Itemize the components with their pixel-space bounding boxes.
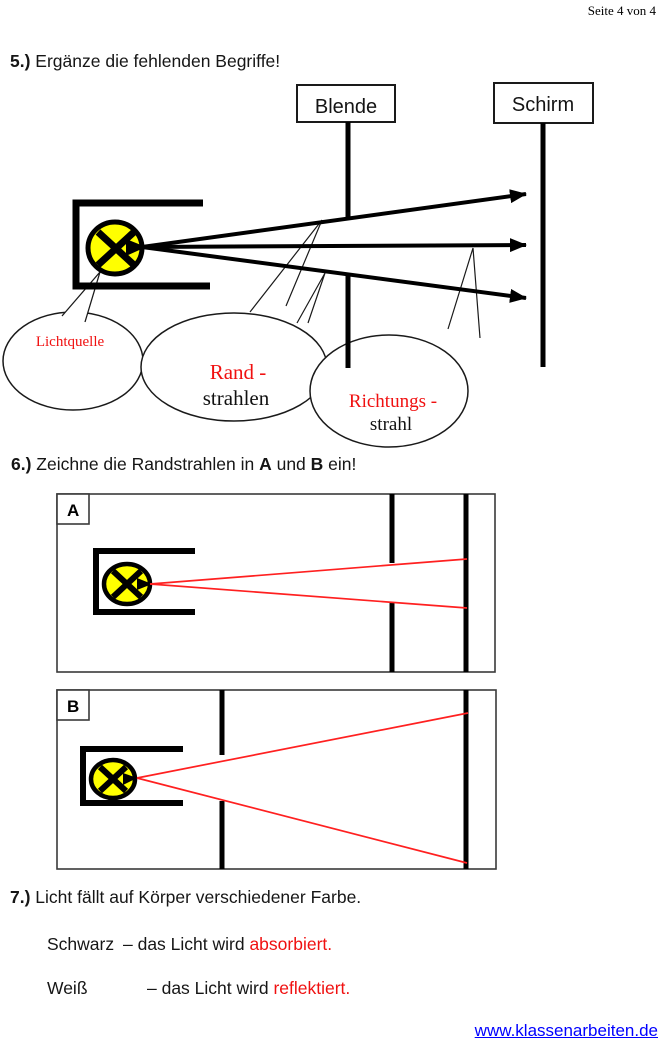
blende-label: Blende bbox=[314, 96, 378, 118]
question-6-ref-a: A bbox=[259, 454, 272, 474]
bubble-lichtquelle-label: Lichtquelle bbox=[35, 334, 105, 350]
question-6-text-1: Zeichne die Randstrahlen in bbox=[31, 454, 260, 474]
bubble-tail bbox=[297, 273, 325, 323]
question-7-number: 7.) bbox=[10, 887, 31, 907]
q5-ray-diagram bbox=[0, 80, 664, 452]
q7-color-word: Schwarz bbox=[47, 934, 115, 954]
q7-answer-reflektiert: reflektiert. bbox=[273, 978, 351, 998]
q7-row-weiss bbox=[47, 978, 350, 999]
q7-mid-text: – das Licht wird bbox=[147, 978, 274, 998]
question-6-text-2: und bbox=[271, 454, 311, 474]
bubble-richtungsstrahl bbox=[310, 248, 480, 447]
bubble-richtungs-label-line1: Richtungs - bbox=[348, 391, 438, 412]
question-5-text: Ergänze die fehlenden Begriffe! bbox=[30, 51, 281, 71]
question-5-heading bbox=[10, 51, 280, 72]
lamp-icon bbox=[91, 760, 137, 798]
light-ray-middle bbox=[142, 245, 526, 247]
bubble-rand-label-line2: strahlen bbox=[202, 386, 270, 410]
schirm-label: Schirm bbox=[511, 94, 575, 116]
bubble-richtungs-label-line2: strahl bbox=[369, 414, 413, 435]
q6-diagram-a bbox=[56, 493, 496, 673]
q7-color-word: Weiß bbox=[47, 978, 88, 998]
q7-mid-text: – das Licht wird bbox=[123, 934, 250, 954]
question-6-text-3: ein! bbox=[323, 454, 357, 474]
bubble-rand-label-line1: Rand - bbox=[209, 360, 267, 384]
q6-diagram-b bbox=[56, 689, 497, 870]
lamp-icon bbox=[104, 564, 152, 604]
page-number: Seite 4 von 4 bbox=[587, 3, 656, 18]
question-7-heading bbox=[10, 887, 361, 908]
question-6-ref-b: B bbox=[310, 454, 324, 474]
q7-answer-absorbiert: absorbiert. bbox=[249, 934, 333, 954]
diagram-a-label: A bbox=[67, 501, 80, 520]
question-7-text: Licht fällt auf Körper verschiedener Farbe. bbox=[30, 887, 362, 907]
q7-row-schwarz bbox=[47, 934, 332, 955]
footer-website-link[interactable]: www.klassenarbeiten.de bbox=[474, 1021, 658, 1040]
diagram-b-label: B bbox=[67, 697, 80, 716]
question-5-number: 5.) bbox=[10, 51, 31, 71]
lamp-icon bbox=[88, 222, 146, 274]
question-6-number: 6.) bbox=[11, 454, 32, 474]
question-6-heading bbox=[11, 454, 356, 475]
bubble-lichtquelle bbox=[3, 272, 143, 410]
